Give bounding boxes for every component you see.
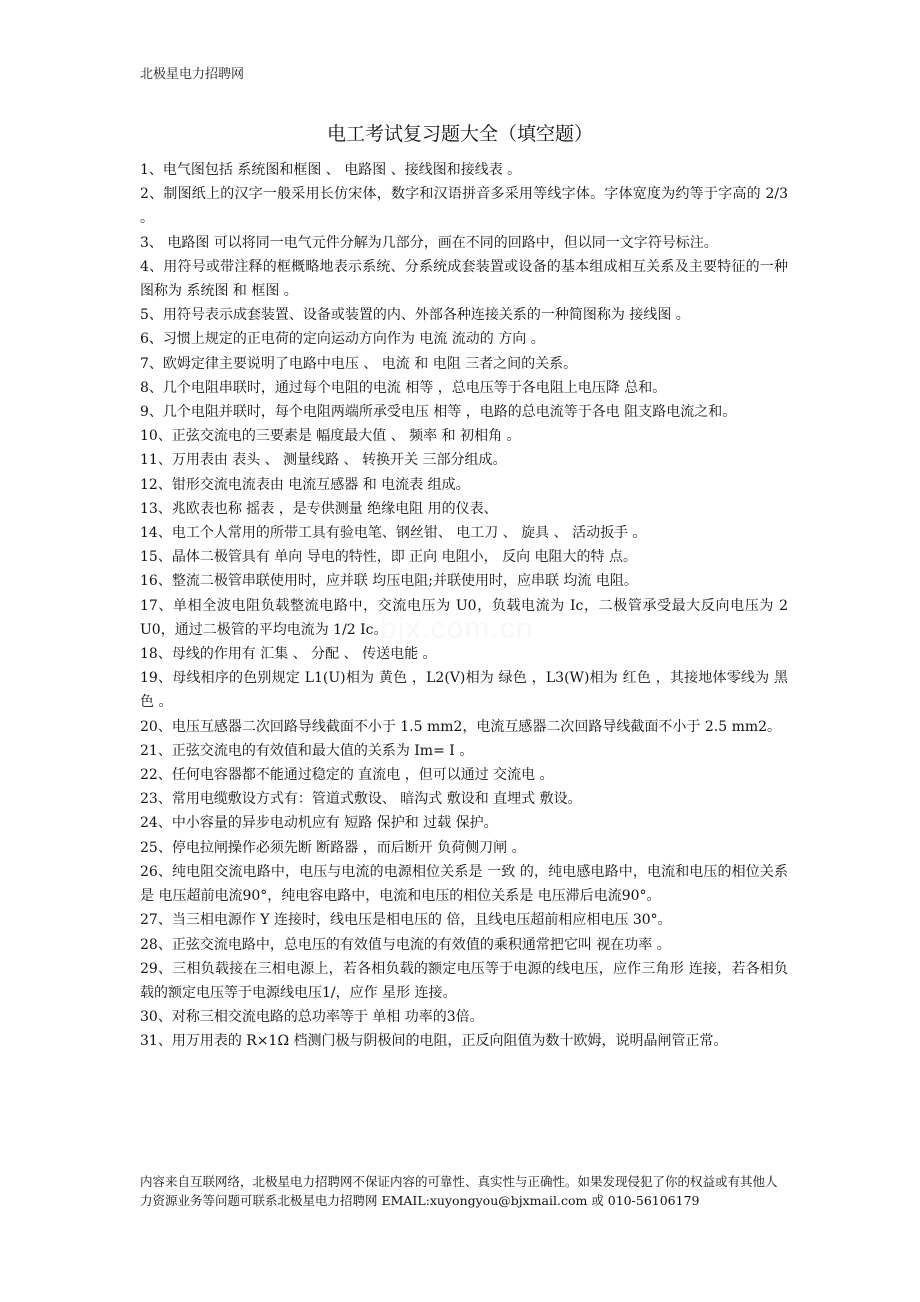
- question-item: 15、晶体二极管具有 单向 导电的特性，即 正向 电阻小， 反向 电阻大的特 点。: [140, 549, 637, 566]
- question-item: 30、对称三相交流电路的总功率等于 单相 功率的3倍。: [140, 1009, 484, 1026]
- question-item: 6、习惯上规定的正电荷的定向运动方向作为 电流 流动的 方向 。: [140, 331, 545, 348]
- question-item: 27、当三相电源作 Y 连接时，线电压是相电压的 倍，且线电压超前相应相电压 30°。: [140, 912, 672, 929]
- question-item: 25、停电拉闸操作必须先断 断路器 ，而后断开 负荷侧刀闸 。: [140, 839, 526, 856]
- question-list: [140, 158, 788, 1054]
- question-item: 12、钳形交流电流表由 电流互感器 和 电流表 组成。: [140, 476, 470, 493]
- question-item: 21、正弦交流电的有效值和最大值的关系为 Im= I 。: [140, 742, 474, 759]
- question-item: 26、纯电阻交流电路中，电压与电流的电源相位关系是 一致 的，纯电感电路中，电流和电压的相位关系是 电压超前电流90°，纯电容电路中，电流和电压的相位关系是 电压滞后电流90°。: [140, 863, 788, 905]
- question-item: 31、用万用表的 R×1Ω 档测门极与阴极间的电阻，正反向阻值为数十欧姆，说明晶闸管正常。: [140, 1033, 728, 1050]
- question-item: 23、常用电缆敷设方式有：管道式敷设、 暗沟式 敷设和 直埋式 敷设。: [140, 791, 582, 808]
- question-item: 2、制图纸上的汉字一般采用长仿宋体，数字和汉语拼音多采用等线字体。字体宽度为约等于字高的 2/3 。: [140, 186, 788, 227]
- question-item: 11、万用表由 表头 、 测量线路 、 转换开关 三部分组成。: [140, 452, 507, 469]
- question-item: 18、母线的作用有 汇集 、 分配 、 传送电能 。: [140, 646, 437, 663]
- question-item: 10、正弦交流电的三要素是 幅度最大值 、 频率 和 初相角 。: [140, 428, 521, 445]
- question-item: 13、兆欧表也称 摇表 ，是专供测量 绝缘电阻 用的仪表、: [140, 500, 498, 517]
- question-item: 28、正弦交流电路中，总电压的有效值与电流的有效值的乘积通常把它叫 视在功率 。: [140, 936, 671, 953]
- document-title: 电工考试复习题大全（填空题）: [326, 123, 593, 145]
- question-item: 16、整流二极管串联使用时，应并联 均压电阻;并联使用时，应串联 均流 电阻。: [140, 573, 638, 590]
- watermark: bjx.com.cn: [380, 612, 534, 645]
- question-item: 5、用符号表示成套装置、设备或装置的内、外部各种连接关系的一种简图称为 接线图 。: [140, 307, 690, 324]
- question-item: 9、几个电阻并联时，每个电阻两端所承受电压 相等 ，电路的总电流等于各电 阻支路电流之和。: [140, 404, 737, 421]
- site-name-header: 北极星电力招聘网: [140, 67, 245, 82]
- question-item: 17、单相全波电阻负载整流电路中，交流电压为 U0，负载电流为 Ic，二极管承受最大反向电压为 2 U0，通过二极管的平均电流为 1/2 Ic。: [140, 597, 788, 638]
- question-item: 22、任何电容器都不能通过稳定的 直流电 ，但可以通过 交流电 。: [140, 767, 554, 784]
- question-item: 1、电气图包括 系统图和框图 、 电路图 、接线图和接线表 。: [140, 162, 522, 178]
- question-item: 20、电压互感器二次回路导线截面不小于 1.5 mm2，电流互感器二次回路导线截面不小于 2.5 mm2。: [140, 718, 782, 735]
- question-item: 19、母线相序的色别规定 L1(U)相为 黄色 ，L2(V)相为 绿色 ，L3(W)相为 红色 ，其接地体零线为 黑色 。: [140, 670, 788, 711]
- question-item: 14、电工个人常用的所带工具有验电笔、钢丝钳、 电工刀 、 旋具 、 活动扳手 。: [140, 525, 647, 542]
- question-item: 24、中小容量的异步电动机应有 短路 保护和 过载 保护。: [140, 815, 498, 832]
- question-item: 29、三相负载接在三相电源上，若各相负载的额定电压等于电源的线电压，应作三角形 连接，若各相负载的额定电压等于电源线电压1/，应作 星形 连接。: [140, 960, 788, 1001]
- question-item: 8、几个电阻串联时，通过每个电阻的电流 相等 ，总电压等于各电阻上电压降 总和。: [140, 379, 667, 396]
- question-item: 7、欧姆定律主要说明了电路中电压 、 电流 和 电阻 三者之间的关系。: [140, 355, 578, 372]
- question-item: 3、 电路图 可以将同一电气元件分解为几部分，画在不同的回路中，但以同一文字符号标注。: [140, 234, 718, 251]
- question-item: 4、用符号或带注释的框概略地表示系统、分系统成套装置或设备的基本组成相互关系及主要特征的一种图称为 系统图 和 框图 。: [140, 258, 788, 300]
- footer-disclaimer: 内容来自互联网络，北极星电力招聘网不保证内容的可靠性、真实性与正确性。如果发现侵犯了你的权益或有其他人力资源业务等问题可联系北极星电力招聘网 EMAIL:xuyongyou@bjxmail.com 或 010-56106179: [140, 1174, 778, 1208]
